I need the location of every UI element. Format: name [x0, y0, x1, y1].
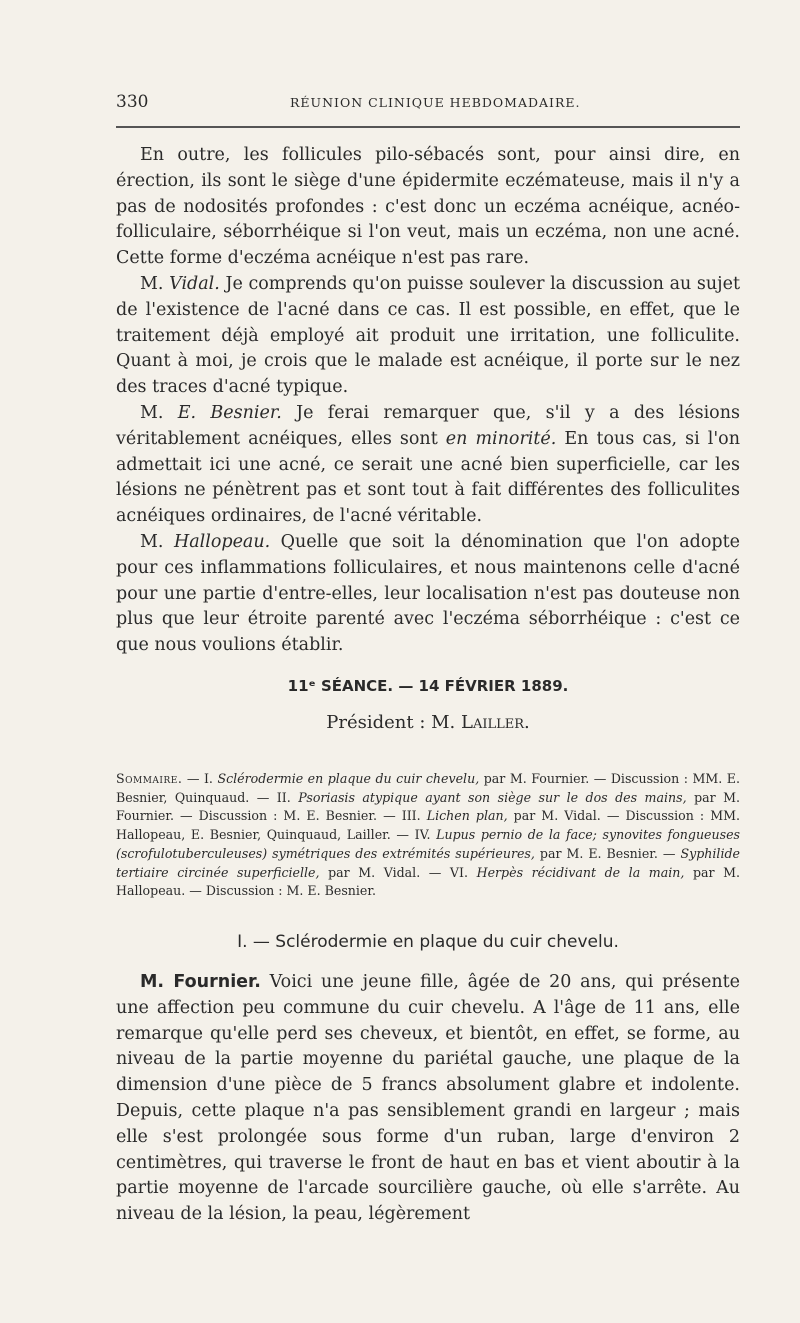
sommaire-title: Lichen plan, [426, 808, 508, 824]
paragraph [116, 970, 740, 1228]
speaker-name: Vidal. [169, 273, 220, 294]
emphasis-text: en minorité. [445, 428, 557, 449]
president-line [116, 712, 740, 733]
page-number: 330 [116, 92, 149, 112]
paragraph-text: Je comprends qu'on puisse soulever la discussion au sujet de l'existence de l'acné dans ce cas. Il est possible, en effet, que le traitement déjà employé ait produit une irritation, une folliculite. Quant à moi, je crois que le malade est acnéique, il porte sur le nez des traces d'acné typique. [116, 273, 740, 398]
sommaire-text: — I. [186, 771, 213, 786]
paragraph-text: En outre, les follicules pilo-sébacés sont, pour ainsi dire, en érection, ils sont le siège d'une épidermite eczémateuse, mais il n'y a pas de nodosités profondes : c'est donc un eczéma acnéique, acnéo-folliculaire, séborrhéique si l'on veut, mais un eczéma, non une acné. Cette forme d'eczéma acnéique n'est pas rare. [116, 145, 740, 269]
sommaire-text: par M. Vidal. — Discussion : MM. Hallopeau, E. Besnier, Quinquaud, Lailler. — IV. [116, 808, 740, 843]
sommaire-text: par M. Fournier. — Discussion : MM. E. Besnier, Quinquaud. — II. [116, 771, 740, 805]
seance-heading: 11ᵉ SÉANCE. — 14 FÉVRIER 1889. [287, 677, 569, 695]
speaker-name: Hallopeau. [173, 531, 271, 552]
paragraph [116, 401, 740, 530]
president-label: Président : M. [326, 712, 456, 733]
sommaire-title: Lupus pernio de la face; synovites fongueuses (scrofulotuberculeuses) symétriques des extrémités supérieures, [116, 827, 741, 861]
page-header [116, 92, 740, 116]
sommaire-title: Psoriasis atypique ayant son siège sur le dos des mains, [298, 789, 687, 805]
sommaire-text: par M. E. Besnier. — [539, 845, 676, 861]
sommaire-text: par M. Vidal. — VI. [328, 864, 469, 880]
paragraph-text: Quelle que soit la dénomination que l'on adopte pour ces inflammations folliculaires, et nous maintenons celle d'acné pour une partie d'entre-elles, leur localisation n'est pas douteuse non plus que leur étroite parenté avec l'eczéma séborrhéique : c'est ce que nous voulions établir. [116, 531, 740, 656]
running-head: RÉUNION CLINIQUE HEBDOMADAIRE. [290, 95, 581, 110]
speaker-prefix: M. [140, 531, 164, 552]
sommaire-text: par M. Hallopeau. — Discussion : M. E. Besnier. [116, 864, 741, 899]
paragraph-text: Voici une jeune fille, âgée de 20 ans, qui présente une affection peu commune du cuir chevelu. A l'âge de 11 ans, elle remarque qu'elle perd ses cheveux, et bientôt, en effet, se forme, au niveau de la partie moyenne du pariétal gauche, une plaque de la dimension d'une pièce de 5 francs absolument glabre et indolente. Depuis, cette plaque n'a pas sensiblement grandi en largeur ; mais elle s'est prolongée sous forme d'un ruban, large d'environ 2 centimètres, qui traverse le front de haut en bas et vient aboutir à la partie moyenne de l'arcade sourcilière gauche, où elle s'arrête. Au niveau de la lésion, la peau, légèrement [116, 972, 740, 1225]
case-text [116, 970, 740, 1228]
sommaire-title: Syphilide tertiaire circinée superficielle, [116, 845, 740, 880]
sommaire-title: Sclérodermie en plaque du cuir chevelu, [217, 771, 480, 786]
speaker-name: M. Fournier. [140, 972, 261, 992]
speaker-name: E. Besnier. [177, 402, 282, 423]
sommaire-label: Sommaire. [116, 771, 183, 786]
sommaire-text: par M. Fournier. — Discussion : M. E. Besnier. — III. [116, 789, 741, 824]
sommaire-title: Herpès récidivant de la main, [476, 864, 685, 880]
paragraph [116, 272, 740, 401]
section-title: I. — Sclérodermie en plaque du cuir chevelu. [237, 932, 619, 952]
sommaire [116, 770, 740, 901]
paragraph-text: Je ferai remarquer que, s'il y a des lésions véritablement acnéiques, elles sont [116, 402, 740, 449]
paragraph [116, 143, 740, 272]
paragraph-text: En tous cas, si l'on admettait ici une acné, ce serait une acné bien superficielle, car les lésions ne pénètrent pas et sont tout à fait différentes des folliculites acnéiques ordinaires, de l'acné véritable. [116, 428, 740, 527]
paragraph [116, 530, 740, 659]
header-rule [116, 126, 740, 128]
speaker-prefix: M. [140, 273, 164, 294]
president-name: Lailler. [461, 712, 530, 733]
discussion-text [116, 143, 740, 659]
speaker-prefix: M. [140, 402, 164, 423]
